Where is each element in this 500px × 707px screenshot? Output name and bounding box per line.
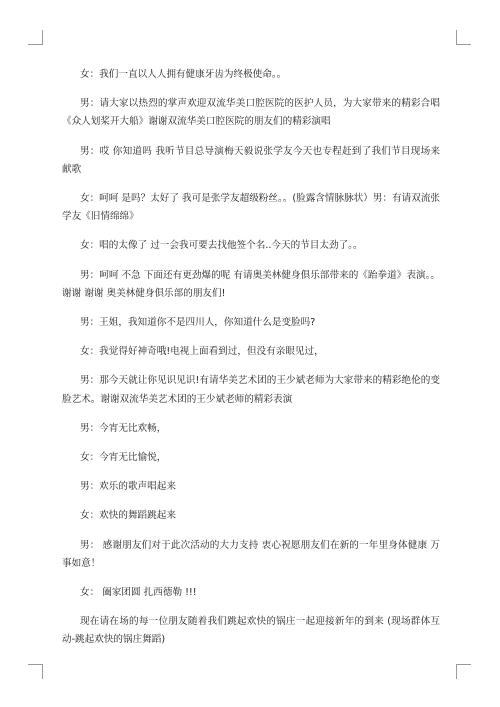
crop-mark-bottom-left bbox=[28, 664, 43, 679]
paragraph: 男： 感谢朋友们对于此次活动的大力支持 衷心祝愿朋友们在新的一年里身体健康 万事如意！ bbox=[62, 539, 440, 569]
document-body bbox=[62, 66, 440, 661]
paragraph: 男：哎 你知道吗 我听节目总导演梅天毅说张学友今天也专程赶到了我们节目现场来献歌 bbox=[62, 145, 440, 175]
paragraph: 男：呵呵 不急 下面还有更劲爆的呢 有请奥美林健身俱乐部带来的《跆拳道》表演。。谢谢 谢谢 奥美林健身俱乐部的朋友们! bbox=[62, 269, 440, 299]
paragraph: 女： 阖家团圆 扎西德勒 !!! bbox=[80, 587, 197, 599]
crop-mark-bottom-right bbox=[456, 664, 471, 679]
paragraph: 男：欢乐的歌声唱起来 bbox=[80, 481, 176, 493]
paragraph: 女：我觉得好神奇哦!电视上面看到过，但没有亲眼见过， bbox=[80, 346, 324, 358]
paragraph: 女：唱的太像了 过一会我可要去找他签个名..今天的节目太劲了。。 bbox=[80, 240, 363, 252]
paragraph: 女：今宵无比愉悦， bbox=[80, 452, 167, 464]
paragraph: 现在请在场的每一位朋友随着我们跳起欢快的锅庄一起迎接新年的到来 (现场群体互动-跳起欢快的锅庄舞蹈) bbox=[62, 616, 440, 646]
crop-mark-top-right bbox=[456, 30, 471, 45]
paragraph: 男：请大家以热烈的掌声欢迎双流华美口腔医院的医护人员，为大家带来的精彩合唱《众人划桨开大船》谢谢双流华美口腔医院的朋友们的精彩演唱 bbox=[62, 98, 440, 128]
paragraph: 女：欢快的舞蹈跳起来 bbox=[80, 510, 176, 522]
paragraph: 男：王姐，我知道你不是四川人，你知道什么是变脸吗? bbox=[80, 317, 316, 329]
paragraph: 男：今宵无比欢畅， bbox=[80, 422, 167, 434]
paragraph: 男：那今天就让你见识见识!有请华美艺术团的王少斌老师为大家带来的精彩绝伦的变脸艺术。谢谢双流华美艺术团的王少斌老师的精彩表演 bbox=[62, 375, 440, 405]
paragraph: 女：呵呵 是吗？太好了 我可是张学友超级粉丝。。(脸露含情脉脉状）男：有请双流张学友《旧情绵绵》 bbox=[62, 193, 441, 223]
paragraph: 女：我们一直以人人拥有健康牙齿为终极使命。。 bbox=[80, 69, 287, 80]
crop-mark-top-left bbox=[28, 30, 43, 45]
